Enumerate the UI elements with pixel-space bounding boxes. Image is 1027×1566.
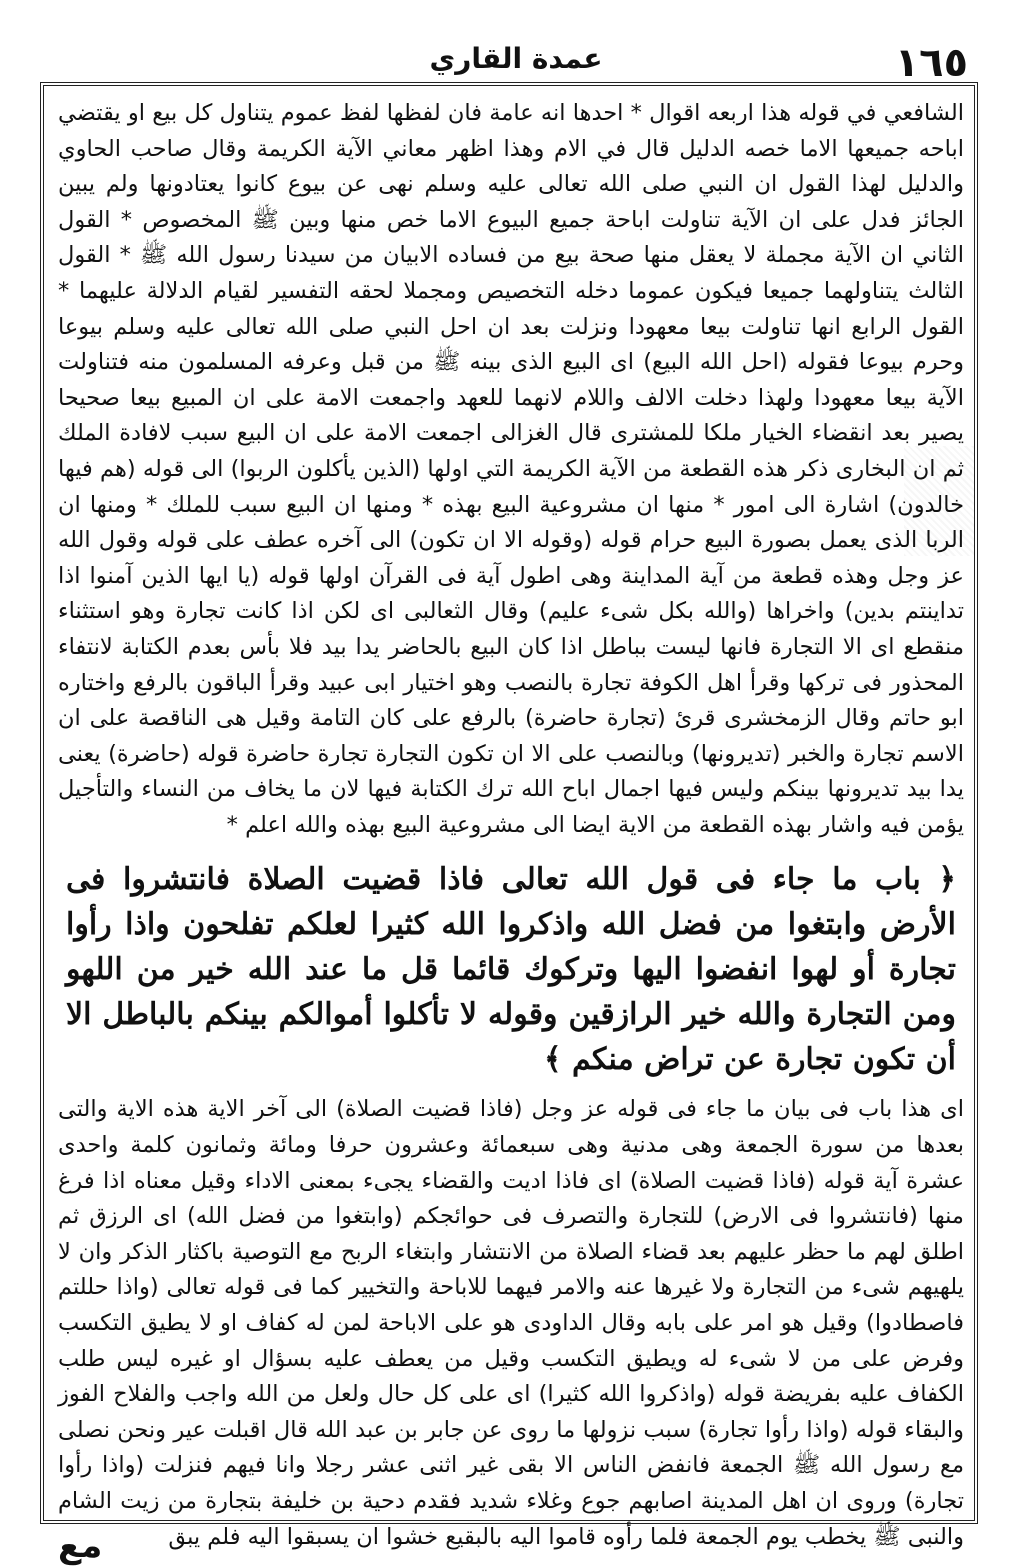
signature-mark: مع [58,1526,103,1566]
running-title: عمدة القاري [429,42,603,75]
page-number: ١٦٥ [894,40,968,86]
commentary-paragraph: الشافعي في قوله هذا اربعه اقوال * احدها انه عامة فان لفظها لفظ عموم يتناول كل بيع او يقتضي اباحه جميعها الاما خصه الدليل قال في الام وهذا اظهر معاني الآية الكريمة وقال صاحب الحاوي والدليل لهذا القول ان النبي صلى الله تعالى عليه وسلم نهى عن بيوع كانوا يعتادونها ولم يبين الجائز فدل على ان الآية تناولت اباحة جميع البيوع الاما خص منها وبين ﷺ المخصوص * القول الثاني ان الآية مجملة لا يعقل منها صحة بيع من فساده الابيان من سيدنا رسول الله ﷺ * القول الثالث يتناولهما جميعا فيكون عموما دخله التخصيص ومجملا لحقه التفسير لقيام الدلالة عليهما * القول الرابع انها تناولت بيعا معهودا ونزلت بعد ان احل النبي صلى الله تعالى عليه وسلم بيوعا وحرم بيوعا فقوله (احل الله البيع) اى البيع الذى بينه ﷺ من قبل وعرفه المسلمون منه فتناولت الآية بيعا معهودا ولهذا دخلت الالف واللام لانهما للعهد واجمعت الامة على ان المبيع بيعا صحيحا يصير بعد انقضاء الخيار ملكا للمشترى قال الغزالى اجمعت الامة على ان البيع سبب لافادة الملك ثم ان البخارى ذكر هذه القطعة من الآية الكريمة التي اولها (الذين يأكلون الربوا) الى قوله (هم فيها خالدون) اشارة الى امور * منها ان مشروعية البيع بهذه * ومنها ان البيع سبب للملك * ومنها ان الربا الذى يعمل بصورة البيع حرام قوله (وقوله الا ان تكون) الى آخره عطف على قوله وقول الله عز وجل وهذه قطعة من آية المداينة وهى اطول آية فى القرآن اولها قوله (يا ايها الذين آمنوا اذا تداينتم بدين) واخراها (والله بكل شىء عليم) وقال الثعالبى اى لكن اذا كانت تجارة وهو استثناء منقطع اى الا التجارة فانها ليست بباطل اذا كان البيع بالحاضر يدا بيد فلا بأس بعدم الكتابة لانتفاء المحذور فى تركها وقرأ اهل الكوفة تجارة بالنصب وهو اختيار ابى عبيد وقرأ الباقون بالرفع واختاره ابو حاتم وقال الزمخشرى قرئ (تجارة حاضرة) بالرفع على كان التامة وقيل هى الناقصة على ان الاسم تجارة والخبر (تديرونها) وبالنصب على الا ان تكون التجارة تجارة حاضرة قوله (حاضرة) يعنى يدا بيد تديرونها بينكم وليس فيها اجمال اباح الله ترك الكتابة فيها لان ما يخاف من النساء والتأجيل يؤمن فيه واشار بهذه القطعة من الاية ايضا الى مشروعية البيع بهذه والله اعلم * [58,100,964,838]
chapter-heading: ﴿ باب ما جاء فى قول الله تعالى فاذا قضيت الصلاة فانتشروا فى الأرض وابتغوا من فضل الله واذكروا الله كثيرا لعلكم تفلحون واذا رأوا تجارة أو لهوا انفضوا اليها وتركوك قائما قل ما عند الله خير من اللهو ومن التجارة والله خير الرازقين وقوله لا تأكلوا أموالكم بينكم بالباطل الا أن تكون تجارة عن تراض منكم ﴾ [66,862,956,1078]
page-content [58,96,964,1550]
page-header [40,38,992,88]
commentary-paragraph: اى هذا باب فى بيان ما جاء فى قوله عز وجل (فاذا قضيت الصلاة) الى آخر الاية هذه الاية والتى بعدها من سورة الجمعة وهى مدنية وهى سبعمائة وعشرون حرفا ومائة وثمانون كلمة واحدى عشرة آية قوله (فاذا قضيت الصلاة) اى فاذا اديت والقضاء يجىء بمعنى الاداء وقيل معناه اذا فرغ منها (فانتشروا فى الارض) للتجارة والتصرف فى حوائجكم (وابتغوا من فضل الله) اى الرزق ثم اطلق لهم ما حظر عليهم بعد قضاء الصلاة من الانتشار وابتغاء الربح مع التوصية باكثار الذكر وان لا يلهيهم شىء من التجارة ولا غيرها عنه والامر فيهما للاباحة والتخيير كما فى قوله تعالى (واذا حللتم فاصطادوا) وقيل هو امر على بابه وقال الداودى هو على الاباحة لمن له كفاف او لا يطيق التكسب وفرض على من لا شىء له ويطيق التكسب وقيل من يعطف عليه بسؤال او غيره ليس طلب الكفاف عليه بفريضة قوله (واذكروا الله كثيرا) اى على كل حال ولعل من الله واجب والفلاح الفوز والبقاء قوله (واذا رأوا تجارة) سبب نزولها ما روى عن جابر بن عبد الله قال اقبلت عير ونحن نصلى مع رسول الله ﷺ الجمعة فانفض الناس الا بقى غير اثنى عشر رجلا وانا فيهم فنزلت (واذا رأوا تجارة) وروى ان اهل المدينة اصابهم جوع وغلاء شديد فقدم دحية بن خليفة بتجارة من زيت الشام والنبى ﷺ يخطب يوم الجمعة فلما رأوه قاموا اليه بالبقيع خشوا ان يسبقوا اليه فلم يبق [58,1096,964,1550]
